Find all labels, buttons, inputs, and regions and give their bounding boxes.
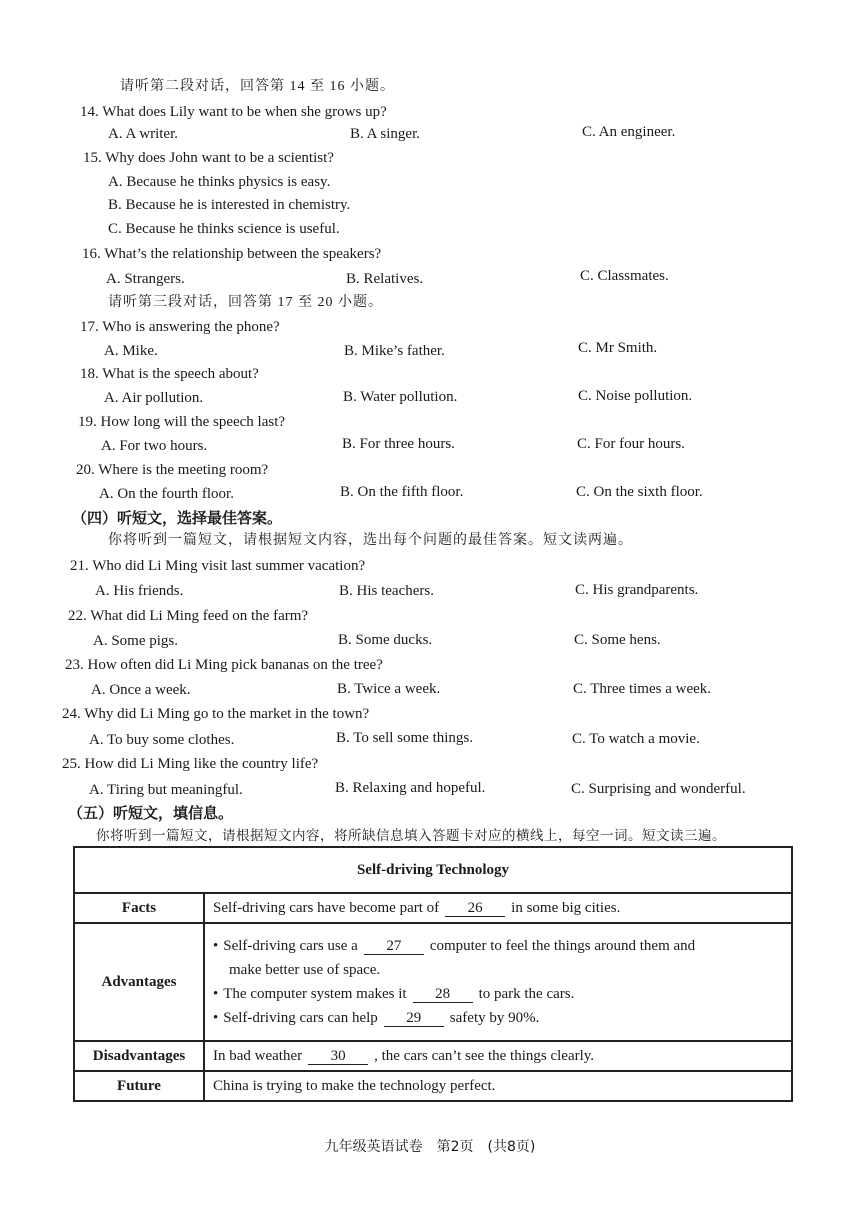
adv1-text-pre: Self-driving cars use a	[223, 938, 358, 954]
self-driving-table	[73, 846, 793, 1102]
dis-text-post: , the cars can’t see the things clearly.	[374, 1047, 595, 1064]
disadvantages-label: Disadvantages	[74, 1041, 204, 1071]
option-21b: B. His teachers.	[339, 583, 434, 599]
option-19a: A. For two hours.	[101, 438, 208, 454]
question-23: 23. How often did Li Ming pick bananas on the tree?	[65, 657, 383, 673]
question-24: 24. Why did Li Ming go to the market in the town?	[62, 706, 370, 722]
section-4-instruction: 你将听到一篇短文，请根据短文内容，选出每个问题的最佳答案。短文读两遍。	[108, 533, 633, 548]
option-19b: B. For three hours.	[342, 436, 455, 452]
option-23b: B. Twice a week.	[337, 681, 441, 697]
option-24b: B. To sell some things.	[336, 730, 474, 746]
option-18a: A. Air pollution.	[104, 390, 204, 406]
option-25b: B. Relaxing and hopeful.	[335, 780, 486, 796]
option-18c: C. Noise pollution.	[578, 388, 693, 404]
option-24a: A. To buy some clothes.	[89, 732, 235, 748]
option-16b: B. Relatives.	[346, 271, 424, 287]
option-14a: A. A writer.	[108, 126, 178, 142]
adv2-text-post: to park the cars.	[478, 986, 575, 1002]
option-25a: A. Tiring but meaningful.	[89, 782, 243, 798]
page-footer: 九年级英语试卷 第2页 (共8页)	[324, 1139, 536, 1155]
advantage-item-1	[213, 934, 783, 958]
option-23a: A. Once a week.	[91, 682, 191, 698]
option-16a: A. Strangers.	[106, 271, 185, 287]
question-16: 16. What’s the relationship between the speakers?	[82, 246, 382, 262]
option-14c: C. An engineer.	[582, 124, 676, 140]
adv3-text-pre: Self-driving cars can help	[223, 1010, 378, 1026]
facts-text-pre: Self-driving cars have become part of	[213, 899, 440, 916]
question-21: 21. Who did Li Ming visit last summer vacation?	[70, 558, 366, 574]
option-15b: B. Because he is interested in chemistry.	[108, 197, 351, 213]
advantages-cell	[204, 923, 792, 1041]
blank-29[interactable]: 29	[384, 1010, 444, 1027]
question-25: 25. How did Li Ming like the country life?	[62, 756, 319, 772]
option-20c: C. On the sixth floor.	[576, 484, 703, 500]
option-15c: C. Because he thinks science is useful.	[108, 221, 340, 237]
option-23c: C. Three times a week.	[573, 681, 712, 697]
option-17c: C. Mr Smith.	[578, 340, 658, 356]
adv3-text-post: safety by 90%.	[449, 1010, 540, 1026]
facts-text-post: in some big cities.	[511, 899, 621, 916]
table-title: Self-driving Technology	[74, 847, 792, 893]
option-17a: A. Mike.	[104, 343, 158, 359]
option-16c: C. Classmates.	[580, 268, 669, 284]
blank-26[interactable]: 26	[445, 900, 505, 917]
blank-28[interactable]: 28	[413, 986, 473, 1003]
advantage-item-3	[213, 1006, 783, 1030]
option-21a: A. His friends.	[95, 583, 184, 599]
adv2-text-pre: The computer system makes it	[223, 986, 407, 1002]
option-24c: C. To watch a movie.	[572, 731, 700, 747]
question-17: 17. Who is answering the phone?	[80, 319, 280, 335]
instruction-dialogue-2: 请听第二段对话，回答第 14 至 16 小题。	[120, 79, 395, 94]
option-14b: B. A singer.	[350, 126, 421, 142]
option-21c: C. His grandparents.	[575, 582, 699, 598]
advantages-label: Advantages	[74, 923, 204, 1041]
blank-27[interactable]: 27	[364, 938, 424, 955]
advantage-item-2	[213, 982, 783, 1006]
facts-cell	[204, 893, 792, 923]
question-19: 19. How long will the speech last?	[78, 414, 286, 430]
section-5-instruction: 你将听到一篇短文，请根据短文内容，将所缺信息填入答题卡对应的横线上，每空一词。短文读三遍。	[96, 828, 726, 843]
question-14: 14. What does Lily want to be when she grows up?	[80, 104, 387, 120]
option-25c: C. Surprising and wonderful.	[571, 781, 746, 797]
question-22: 22. What did Li Ming feed on the farm?	[68, 608, 309, 624]
option-22c: C. Some hens.	[574, 632, 661, 648]
adv1-continuation: make better use of space.	[229, 962, 381, 978]
option-18b: B. Water pollution.	[343, 389, 458, 405]
disadvantages-cell	[204, 1041, 792, 1071]
option-22b: B. Some ducks.	[338, 632, 433, 648]
adv1-text-post: computer to feel the things around them and	[429, 938, 696, 954]
option-20b: B. On the fifth floor.	[340, 484, 464, 500]
future-cell: China is trying to make the technology perfect.	[204, 1071, 792, 1101]
section-4-title: （四）听短文，选择最佳答案。	[72, 509, 283, 527]
facts-label: Facts	[74, 893, 204, 923]
section-5-title: （五）听短文，填信息。	[68, 804, 234, 822]
blank-30[interactable]: 30	[308, 1048, 368, 1065]
question-15: 15. Why does John want to be a scientist?	[83, 150, 334, 166]
option-17b: B. Mike’s father.	[344, 343, 445, 359]
future-label: Future	[74, 1071, 204, 1101]
instruction-dialogue-3: 请听第三段对话，回答第 17 至 20 小题。	[108, 295, 383, 310]
option-15a: A. Because he thinks physics is easy.	[108, 174, 331, 190]
dis-text-pre: In bad weather	[213, 1047, 303, 1064]
option-22a: A. Some pigs.	[93, 633, 179, 649]
option-19c: C. For four hours.	[577, 436, 685, 452]
question-20: 20. Where is the meeting room?	[76, 462, 269, 478]
question-18: 18. What is the speech about?	[80, 366, 259, 382]
option-20a: A. On the fourth floor.	[99, 486, 234, 502]
